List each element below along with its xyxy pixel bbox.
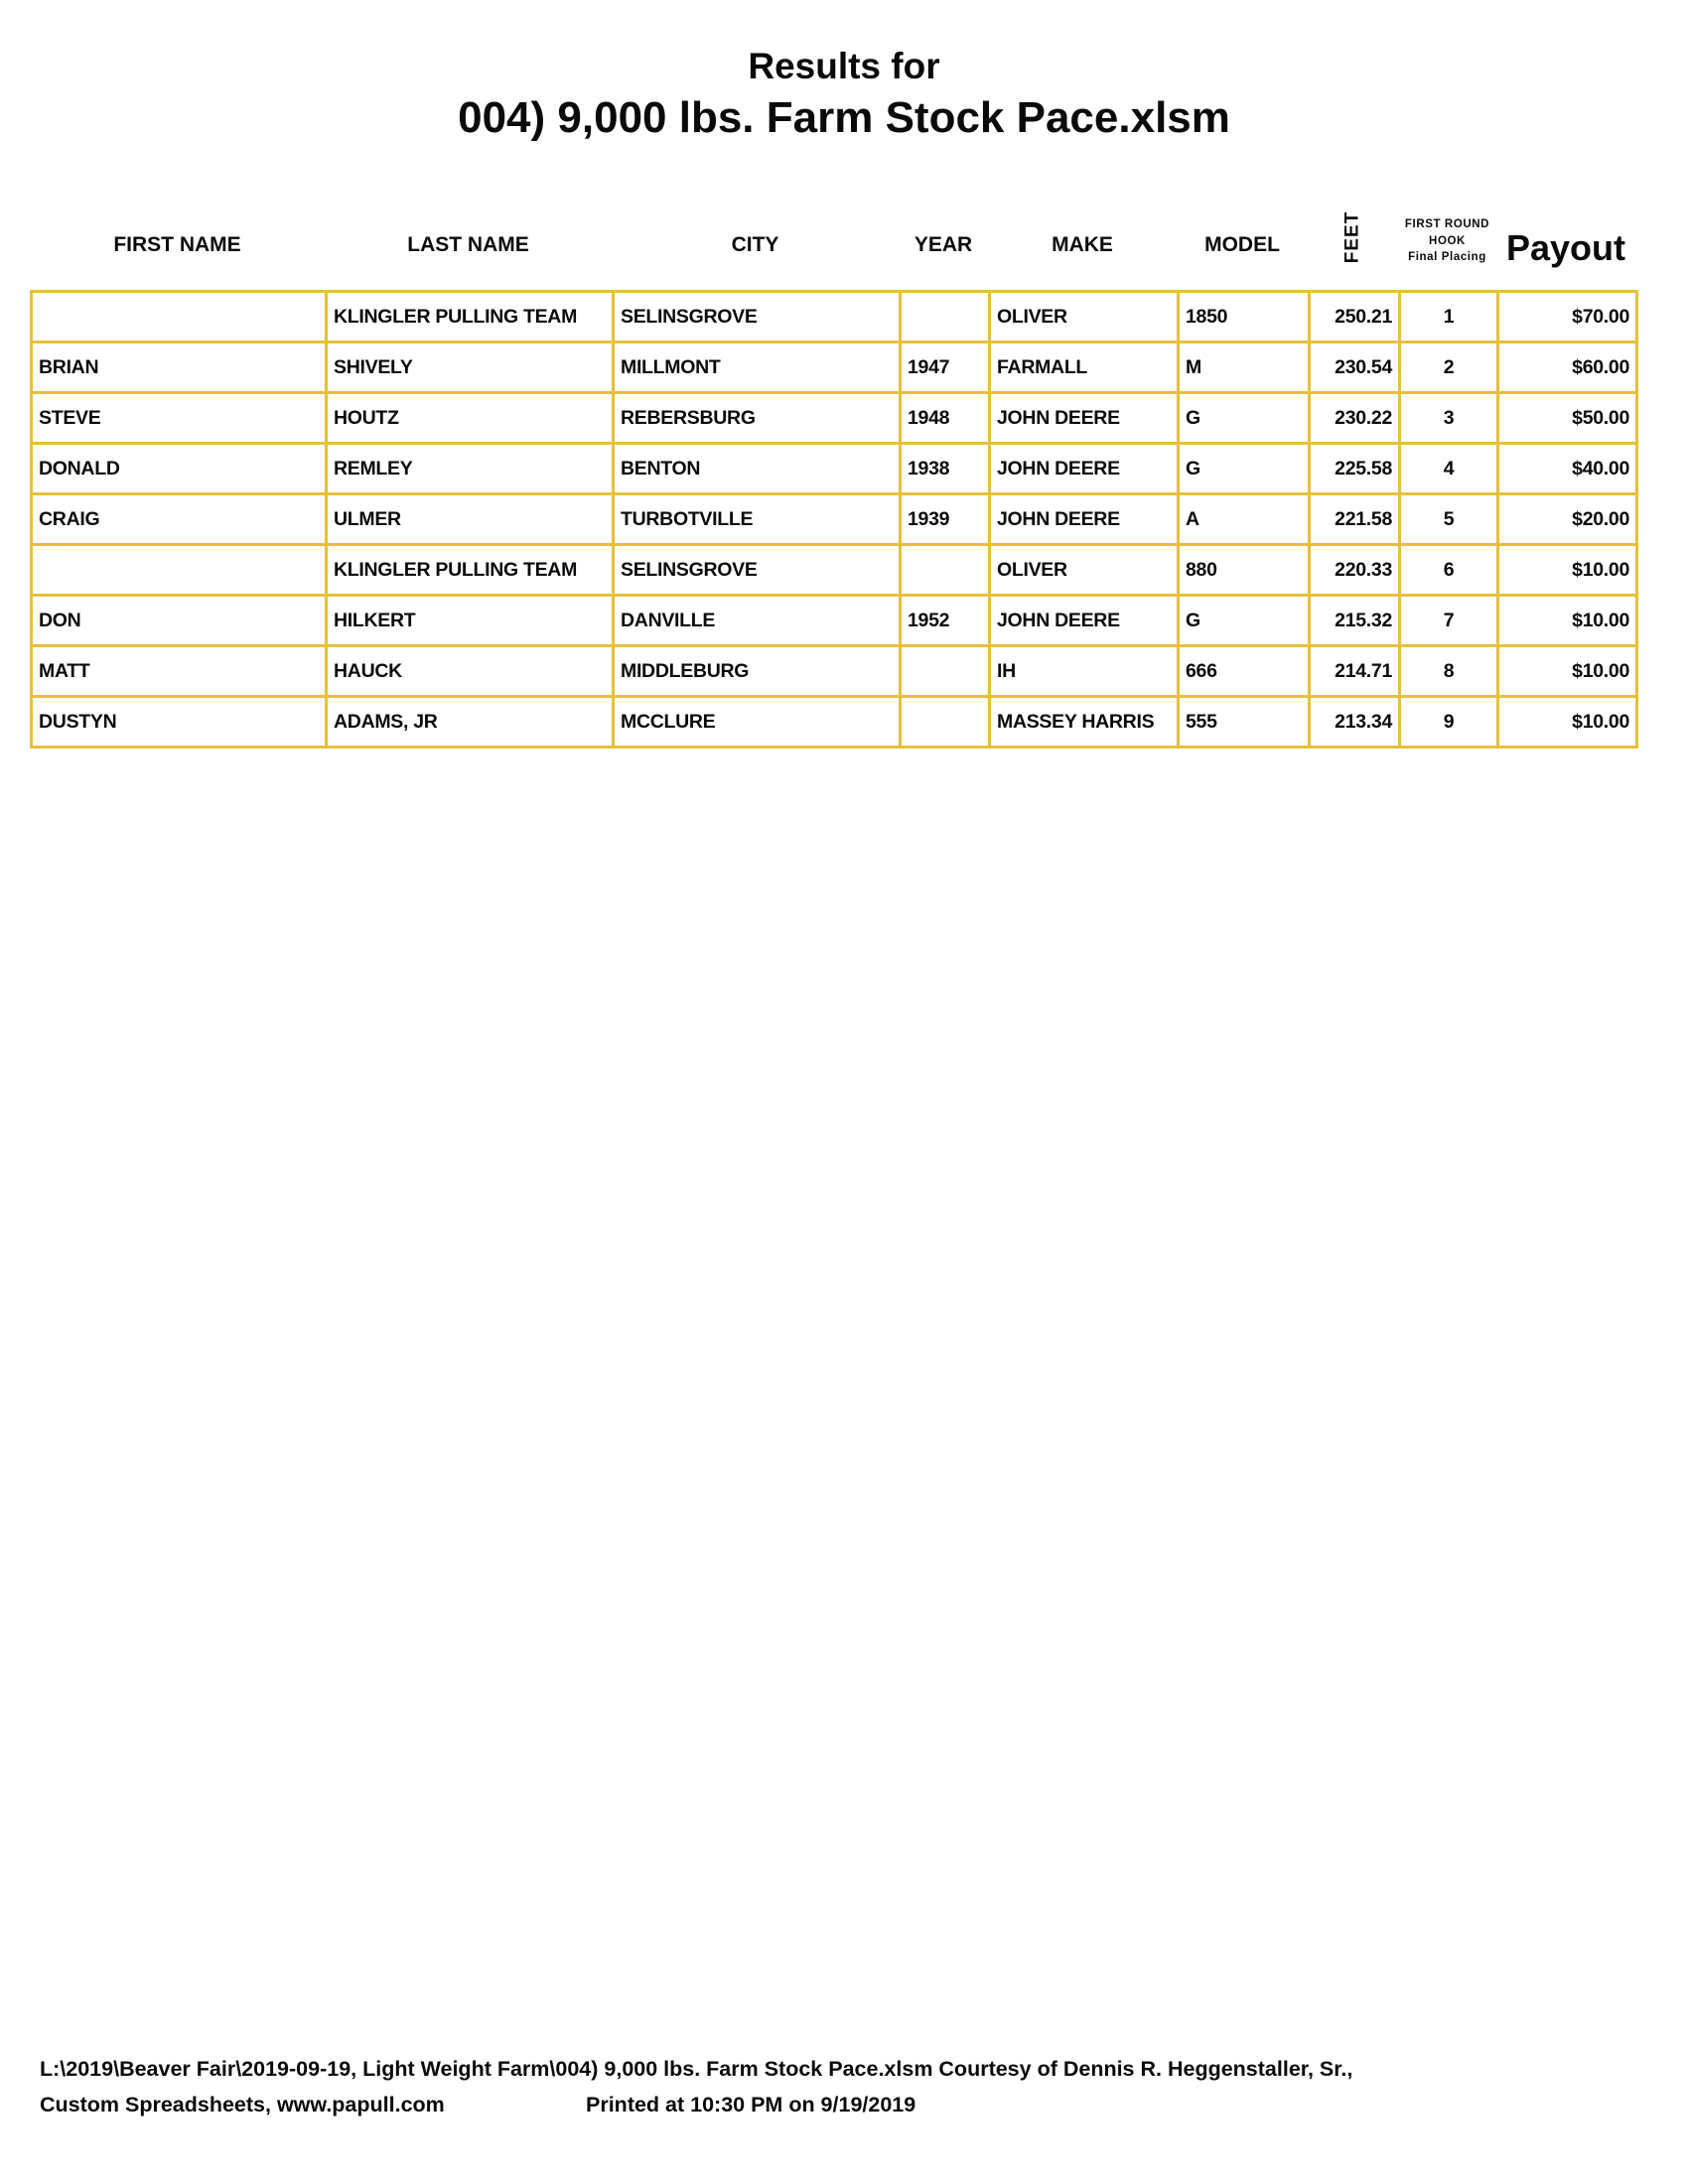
footer-line2 (40, 2093, 1658, 2117)
cell-make: JOHN DEERE (990, 494, 1179, 545)
cell-make: OLIVER (990, 545, 1179, 596)
cell-first_name (32, 292, 327, 342)
table-row (32, 494, 1637, 545)
cell-payout: $10.00 (1498, 596, 1637, 646)
column-header-payout: Payout (1505, 227, 1626, 268)
cell-feet: 213.34 (1310, 697, 1400, 748)
hook-header-line3: Final Placing (1408, 251, 1486, 264)
cell-make: MASSEY HARRIS (990, 697, 1179, 748)
hook-header-line1: FIRST ROUND (1404, 217, 1490, 230)
column-header-model: MODEL (1204, 233, 1280, 256)
cell-final_placing: 2 (1400, 342, 1498, 393)
cell-first_name: STEVE (32, 393, 327, 444)
cell-first_name: MATT (32, 646, 327, 697)
cell-payout: $60.00 (1498, 342, 1637, 393)
cell-final_placing: 7 (1400, 596, 1498, 646)
cell-model: 555 (1179, 697, 1310, 748)
feet-rotated-label: FEET (1341, 210, 1363, 264)
cell-year: 1938 (901, 444, 990, 494)
title-block (0, 0, 1688, 143)
cell-payout: $40.00 (1498, 444, 1637, 494)
footer-printed-timestamp: Printed at 10:30 PM on 9/19/2019 (586, 2093, 916, 2116)
results-table-body (32, 292, 1637, 748)
cell-first_name: CRAIG (32, 494, 327, 545)
cell-city: TURBOTVILLE (614, 494, 901, 545)
cell-final_placing: 8 (1400, 646, 1498, 697)
cell-city: REBERSBURG (614, 393, 901, 444)
cell-last_name: HILKERT (327, 596, 614, 646)
cell-model: G (1179, 393, 1310, 444)
cell-feet: 215.32 (1310, 596, 1400, 646)
cell-last_name: KLINGLER PULLING TEAM (327, 292, 614, 342)
cell-final_placing: 5 (1400, 494, 1498, 545)
cell-year: 1952 (901, 596, 990, 646)
cell-last_name: REMLEY (327, 444, 614, 494)
column-header-city: CITY (731, 233, 779, 256)
cell-last_name: SHIVELY (327, 342, 614, 393)
cell-final_placing: 4 (1400, 444, 1498, 494)
cell-model: 1850 (1179, 292, 1310, 342)
cell-feet: 230.22 (1310, 393, 1400, 444)
results-sheet (30, 203, 1638, 749)
cell-city: MILLMONT (614, 342, 901, 393)
cell-final_placing: 1 (1400, 292, 1498, 342)
column-header-make: MAKE (1052, 233, 1113, 256)
cell-last_name: HAUCK (327, 646, 614, 697)
cell-year (901, 545, 990, 596)
table-row (32, 596, 1637, 646)
page-footer (40, 2057, 1658, 2117)
cell-model: 666 (1179, 646, 1310, 697)
cell-make: JOHN DEERE (990, 596, 1179, 646)
cell-make: IH (990, 646, 1179, 697)
cell-city: DANVILLE (614, 596, 901, 646)
cell-city: SELINSGROVE (614, 292, 901, 342)
column-header-feet (1308, 203, 1398, 272)
cell-make: OLIVER (990, 292, 1179, 342)
cell-make: JOHN DEERE (990, 444, 1179, 494)
cell-last_name: HOUTZ (327, 393, 614, 444)
cell-model: G (1179, 596, 1310, 646)
column-header-final-placing (1398, 216, 1496, 272)
cell-model: M (1179, 342, 1310, 393)
table-row (32, 444, 1637, 494)
cell-model: G (1179, 444, 1310, 494)
cell-year (901, 697, 990, 748)
page-subtitle-filename: 004) 9,000 lbs. Farm Stock Pace.xlsm (458, 93, 1230, 142)
cell-final_placing: 9 (1400, 697, 1498, 748)
column-header-year: YEAR (914, 233, 973, 256)
cell-model: 880 (1179, 545, 1310, 596)
cell-final_placing: 3 (1400, 393, 1498, 444)
column-header-row (30, 203, 1638, 272)
cell-city: BENTON (614, 444, 901, 494)
cell-payout: $10.00 (1498, 646, 1637, 697)
cell-last_name: ULMER (327, 494, 614, 545)
hook-header-line2: HOOK (1429, 234, 1466, 247)
cell-model: A (1179, 494, 1310, 545)
cell-first_name: BRIAN (32, 342, 327, 393)
cell-payout: $70.00 (1498, 292, 1637, 342)
cell-feet: 220.33 (1310, 545, 1400, 596)
cell-payout: $10.00 (1498, 697, 1637, 748)
column-header-first-name: FIRST NAME (113, 233, 241, 256)
column-header-last-name: LAST NAME (407, 233, 529, 256)
cell-feet: 230.54 (1310, 342, 1400, 393)
cell-last_name: ADAMS, JR (327, 697, 614, 748)
page-title: Results for (748, 46, 940, 86)
cell-city: SELINSGROVE (614, 545, 901, 596)
cell-feet: 225.58 (1310, 444, 1400, 494)
table-row (32, 292, 1637, 342)
cell-payout: $10.00 (1498, 545, 1637, 596)
cell-year (901, 292, 990, 342)
cell-payout: $20.00 (1498, 494, 1637, 545)
cell-final_placing: 6 (1400, 545, 1498, 596)
cell-city: MCCLURE (614, 697, 901, 748)
cell-first_name: DON (32, 596, 327, 646)
cell-feet: 214.71 (1310, 646, 1400, 697)
cell-last_name: KLINGLER PULLING TEAM (327, 545, 614, 596)
cell-first_name: DUSTYN (32, 697, 327, 748)
table-row (32, 697, 1637, 748)
cell-year (901, 646, 990, 697)
cell-year: 1947 (901, 342, 990, 393)
table-row (32, 342, 1637, 393)
results-table (30, 290, 1638, 749)
cell-feet: 221.58 (1310, 494, 1400, 545)
table-row (32, 646, 1637, 697)
cell-first_name: DONALD (32, 444, 327, 494)
cell-payout: $50.00 (1498, 393, 1637, 444)
cell-make: JOHN DEERE (990, 393, 1179, 444)
cell-city: MIDDLEBURG (614, 646, 901, 697)
footer-file-path: L:\2019\Beaver Fair\2019-09-19, Light Weight Farm\004) 9,000 lbs. Farm Stock Pace.xlsm Courtesy of Dennis R. Heggenstaller, Sr., (40, 2057, 1353, 2081)
cell-first_name (32, 545, 327, 596)
table-row (32, 545, 1637, 596)
cell-year: 1939 (901, 494, 990, 545)
cell-feet: 250.21 (1310, 292, 1400, 342)
cell-year: 1948 (901, 393, 990, 444)
footer-credit: Custom Spreadsheets, www.papull.com (40, 2093, 445, 2116)
cell-make: FARMALL (990, 342, 1179, 393)
table-row (32, 393, 1637, 444)
